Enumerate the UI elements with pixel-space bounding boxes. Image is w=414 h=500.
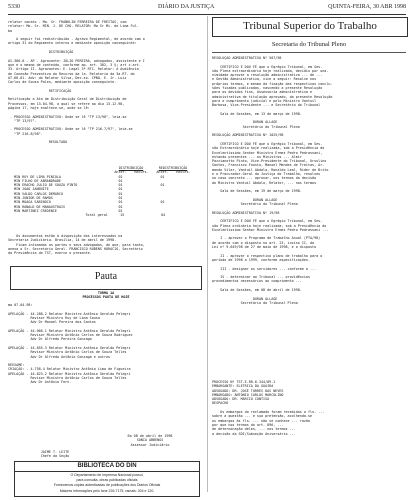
minister-name: MIN RONALD DE MANAUSTRAIS xyxy=(14,204,66,209)
col-group-distribution: DISTRIBUIÇÃO xyxy=(118,166,144,170)
pauta-signature: Em 08 de abril de 1998 SONIA ABBENGS Assessor Judiciário xyxy=(127,434,173,447)
distribution-table xyxy=(14,166,194,218)
col-header: Recurs. xyxy=(176,170,191,175)
table-cell: 04 xyxy=(161,213,166,218)
table-cell: 01 xyxy=(118,183,123,188)
table-cell: 01 xyxy=(160,174,165,179)
left-top-text: relator conato - Mo. Sr. FRANKLIN FERREIRA DE FREITAS, com relator: Mo. Sr. MIN. J. DE CHO. RELATOR: Mo Sr Mi. de Lima Ful- bo A seguir foi redistribuído - Agravo Regimental, de acordo com o artigo 31 do Regimento interno e mediante oposição conseguinte: DISTRIBUIÇÃO AI-386-6 - AP - Agravante: JÚLIO PEREIRA, advogados, assistente e I que e o mesmo de conteúdo, conforme ap. art. 302, 3 §; art c.art. 33. Artigo II. Agravantes: E. Legal 3ª RTC. Relator: A Audiência de Conexão Preventiva do Recurso da la. Relatoria da 3a.RT. do AT.68.81. Adv: do Relator Silva, Dec.so. CPNO. E. Jr. Luiz Carlos de Sousa Pales, mediante oposição conseguinte. RETIFICAÇÃO Retificação a Ata de Distribuição Geral de Distribuição de Processos, em 13.04.98, a qual se refere ao dia 13.12.98, página 17, hoje enaltece-se, onde se lê: - PROCESSO ADMINISTRATIVO: Onde se lê "TP 13/98", leia-se "TP 13/97". - PROCESSO ADMINISTRATIVO: Onde se lê "TP 216-7/97", leia-se "TP 216-8/98". RESULTADO xyxy=(8,20,145,145)
table-cell: 01 xyxy=(118,204,123,209)
page-header xyxy=(8,3,406,15)
table-cell: 01 xyxy=(118,178,123,183)
table-cell: 01 xyxy=(160,200,165,205)
table-cell: 02 xyxy=(118,174,123,179)
table-cell: 01 xyxy=(118,196,123,201)
table-cell: 15 xyxy=(120,213,125,218)
col-header: Recurs. xyxy=(134,170,149,175)
table-cell: 01 xyxy=(118,208,123,213)
journal-name: DIÁRIO DA JUSTIÇA xyxy=(158,4,215,10)
biblioteca-lines xyxy=(17,473,197,494)
table-total-row xyxy=(14,213,194,217)
minister-name: MIN MARTINEZ CREDENCE xyxy=(14,208,57,213)
section-chief-signature: JAIME T. LEITE Chefe da Seção xyxy=(40,450,70,459)
minister-name: MIN JOÃO JANENITE xyxy=(14,187,49,192)
minister-name: MIN MOAGA SABINOCO xyxy=(14,200,51,205)
secretaria-title: Secretaria do Tribunal Pleno xyxy=(271,41,347,48)
column-divider xyxy=(207,16,208,492)
col-group-redistribution: REDISTRIBUIÇÃO xyxy=(158,166,188,170)
tribunal-banner xyxy=(212,17,408,37)
biblioteca-title: BIBLIOTECA DO DIN xyxy=(15,462,199,472)
section-rule xyxy=(212,52,406,53)
minister-name: MIN RUY DE LIMA PINCOLA xyxy=(14,174,61,179)
resolutions-text: RESOLUÇÃO ADMINISTRATIVA Nº 507/98 CERTIFICO E DOU FÉ que o Egrégio Tribunal, em Ses- são Plena extraordinária hoje realizada, decidiu por una- nimidade aprovar a resolução administrativa ... de ... e Gestão Administrativa, vice a seguir: Resolve nos próprios termos, e mesmo da fixação das respectivas conclu- sões fixadas publicadas, nascendo a presente Resolução para os devidos fins, Assessoria administrativa e administrativa de titulação aprovado, da presente Resolução para o cumprimento judicial e pelo Ministro Vantuil Barbosa, Vice-Presidente ... e Secretário do Tribunal Sala de Sessões, em 13 de março de 1998. DURAN ALLAGE Secretário do Tribunal Pleno RESOLUÇÃO ADMINISTRATIVA Nº 1025/98 CERTIFICO E DOU FÉ que o Egrégio Tribunal, em Ses- são Extraordinária hoje realizada, sob a Presidência do Excelentíssimo Senhor Ministro Ermes Pedro Pedrassani, estando presentes ... os Ministros ... Almir Pazzianotto Pinto, Vice-Presidente do Tribunal, Ursulino Santos, Francisco Fausto, Manoel Mendes de Freitas, Ar- mando Vilar, Vantuil Abdala, Ronaldo Leal, Rider de Brito e o Procurador-Geral da Justiça do Trabalho, resolveu no caso concreto ... aprovar, nos termos da decisão do Ministro Vantuil Abdala, Relator, ... nos termos Sala de Sessões, em 19 de março de 1998. DURAN ALLAGE Secretário do Tribunal Pleno RESOLUÇÃO ADMINISTRATIVA Nº 19/98 CERTIFICO E DOU FÉ que o Egrégio Tribunal, em Ses- são Plena ordinária hoje realizada, sob a Presidência do Excelentíssimo Senhor Ministro Ermes Pedro Pedrassani ... I - aprovar o Programa de Trabalho Anual (PTA/98) de acordo com o disposto no art. 23, inciso II, da Lei nº 9.649/98 de 27 de maio de 1998, e o disposto II - aprovar o respectivo plano de trabalho para o período de 1998 a 1999, conforme especificações. III - designar os servidores ... conforme a ... IV - determinar ao Tribunal ... providências procedimentos necessários ao cumprimento ... Sala de Sessões, em 08 de abril de 1998. DURAN ALLAGE Secretário do Tribunal Pleno xyxy=(212,56,333,305)
table-cell: 01 xyxy=(118,200,123,205)
biblioteca-box xyxy=(14,461,200,497)
biblioteca-line: para consulta, obras publicadas oficiais xyxy=(76,478,138,483)
biblioteca-line: Maiores informações pelo fone 226-7175, ramais: 204 e 120. xyxy=(59,488,155,493)
despacho-text: PROCESSO Nº TST-E-RR-6.344/89.1 EMBARGANTE: ELETRICA DA GUAIRA ADVOGADO: DR. JOSÉ TORRES DAS NEVES EMBARGADO: ANTÔNIO CARLOS MARCOLINO ADVOGADO: DR. MARCIO CONTISA DESPACHO Os embargos do reclamado foram recebidos a fls. ... sobre a questão ... e sua pretensão, acolhendo-se os embargos às fls. ... não se conhece ... razão por que nos termos do art. 896, ... de determinação deles, ... nos termos ... a decisão da SDI/Subseção Aniversário ... xyxy=(212,380,325,436)
minister-name: MIN ERACHO JÚLIO DE SOUZA PINTO xyxy=(14,183,78,188)
issue-date: QUINTA-FEIRA, 30 ABR 1998 xyxy=(328,4,406,10)
tribunal-title: Tribunal Superior do Trabalho xyxy=(243,20,377,32)
page-number: 5330 xyxy=(8,4,20,10)
col-header: Anter. xyxy=(156,170,169,175)
table-cell xyxy=(173,213,194,217)
pauta-list: ma 07.04.98: APELAÇÃO - 44.288-2 Relator Ministro Antônio Geraldo Pelegri Revisor Ministro Ruy de Lima Sousa Adv Dr Manoel Pereira dos Santos APELAÇÃO - 44.066-1 Relator Ministro Antônio Geraldo Pelegri Revisor Ministro Antônio Carlos de Souza Rodriguez Adv Dr Alfredo Pereira Gonzaga APELAÇÃO - 44.855-3 Relator Ministro Antônio Geraldo Pelegri Revisor Ministro Antônio Carlos de Souza Telles Adv Dr Alfredo Antônio Gonzaga e outros REEXAME: CRIAÇÃO: - 4.758-4 Relator Ministro Antônio Lima de Figueira APELAÇÃO - 44.823-2 Relator Ministro Antônio Geraldo Pelegri Revisor Ministro Antônio Carlos de Souza Telles Adv Dr Antônio Fern. xyxy=(8,303,133,385)
total-label: Total geral xyxy=(85,213,108,218)
left-mid-text: Os documentos estão à disposição dos interessados na Secretaria Judiciária. Brasília, 14 de abril de 1998. Ficam intimadas as partes e seus advogados, de que, para tanto, anexa o Sr. Secretário Geral. FRANCISCO RUBENS HORACIO, Secretário da Presidência do TST, exerce o presente. xyxy=(8,234,145,256)
biblioteca-line: O Departamento de Imprensa Nacional possui, xyxy=(70,473,144,477)
table-cell: 01 xyxy=(118,191,123,196)
minister-name: MIN FILHO DE ABRANDRADE xyxy=(14,178,61,183)
pauta-subtitle: TURMA 1A PROCESSOS PAUTA DE HOJE xyxy=(82,291,130,300)
col-header: Anter. xyxy=(114,170,127,175)
table-cell: 01 xyxy=(160,183,165,188)
pauta-title: Pauta xyxy=(94,271,118,282)
biblioteca-line: Fornecemos cópias autenticadas de publicações dos Diários Oficiais xyxy=(53,483,161,488)
minister-name: MIN VALDO CARLOS DEMARCO xyxy=(14,191,63,196)
table-cell: 01 xyxy=(118,187,123,192)
table-cell xyxy=(132,213,153,217)
pauta-banner xyxy=(10,266,202,290)
minister-name: MIN JÚNIOR DE RAMOS xyxy=(14,196,53,201)
